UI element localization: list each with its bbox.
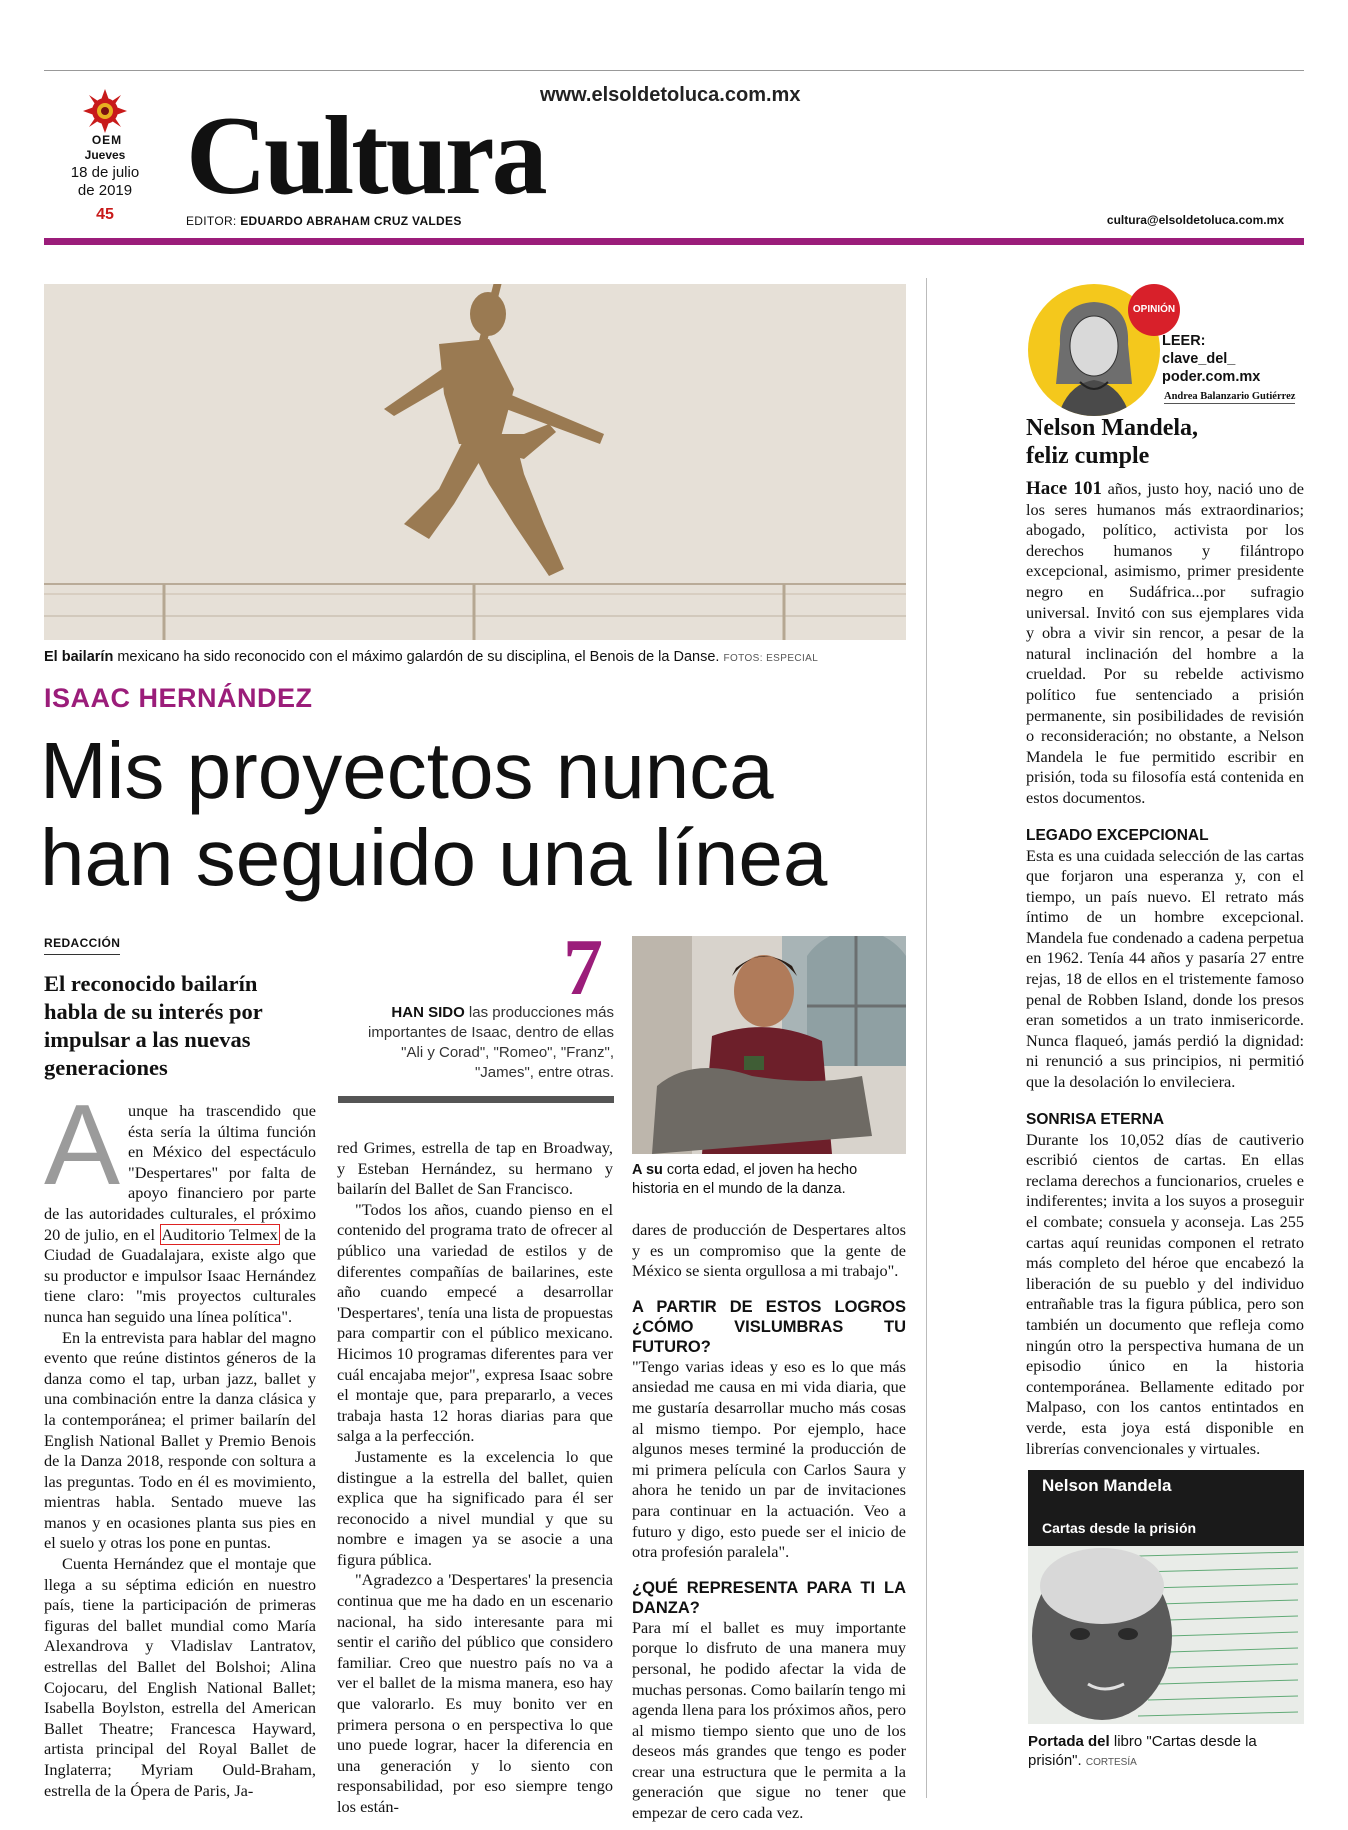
section-email[interactable]: cultura@elsoldetoluca.com.mx	[1106, 213, 1284, 227]
paragraph-1-text: unque ha trascendido que ésta sería la última función en México del espectáculo "Despertares" por falta de apoyo financiero por parte de las autoridades culturales, el próximo 20 de julio, en el	[44, 1101, 316, 1244]
column-divider	[926, 278, 927, 1798]
subheadline: El reconocido bailarín habla de su interés por impulsar a las nuevas generaciones	[44, 971, 263, 1080]
top-rule	[44, 70, 1304, 71]
book-subtitle: Cartas desde la prisión	[1042, 1520, 1197, 1536]
oem-logo-icon	[82, 88, 128, 134]
dancer-photo	[44, 284, 906, 640]
editor-prefix: EDITOR:	[186, 214, 237, 228]
section-title: Cultura	[186, 94, 545, 218]
question-1: A PARTIR DE ESTOS LOGROS ¿CÓMO VISLUMBRAS TU FUTURO?	[632, 1297, 906, 1356]
opinion-paragraph-2: Esta es una cuidada selección de las cartas que forjaron una esperanza y, con el tiempo, un país nuevo. El retrato más íntimo de un hombre excepcional. Mandela fue condenado a cadena perpetua en 1962. Tenía 44 años y pasaría 27 entre rejas, 18 de ellos en el tristemente famoso penal de Robben Island, donde los presos eran sometidos a un trato inmisericorde. Nunca flaqueó, jamás perdió la dignidad: ni renunció a sus principios, ni permitió que la desolación lo envileciera.	[1026, 845, 1304, 1092]
stat-body: las producciones más importantes de Isaac, dentro de ellas "Ali y Corad", "Romeo", "Franz", "James", entre otras.	[368, 1004, 614, 1081]
paragraph-3: Cuenta Hernández que el montaje que llega a su séptima edición en nuestro país, tiene la participación de primeras figuras del ballet mundial como María Alexandrova y Vladislav Lantratov, estrellas del Ballet del Bolshoi; Alina Cojocaru, del English National Ballet; Isabella Boylston, estrella del American Ballet Theatre; Francesca Hayward, artista principal del Royal Ballet de Inglaterra; Myriam Ould-Braham, estrella de la Ópera de Paris, Ja-	[44, 1554, 316, 1800]
stat-number: 7	[563, 924, 603, 1012]
article-col2	[337, 1138, 613, 1818]
book-title: Nelson Mandela	[1042, 1476, 1172, 1495]
logo-text: OEM	[91, 133, 123, 147]
article-col1	[44, 1082, 316, 1801]
date-line2: de 2019	[77, 182, 133, 199]
opinion-heading-2: LEGADO EXCEPCIONAL	[1026, 826, 1209, 844]
opinion-badge: OPINIÓN	[1128, 284, 1180, 336]
photo-credit: FOTOS: ESPECIAL	[723, 653, 819, 664]
paragraph-1-rest: de la Ciudad de Guadalajara, existe algo que su productor e impulsor Isaac Hernández tiene claro: "mis proyectos culturales nunca han seguido una línea política".	[44, 1224, 316, 1326]
opinion-heading-3: SONRISA ETERNA	[1026, 1110, 1165, 1128]
leer-line2[interactable]: clave_del_	[1162, 351, 1236, 367]
editor-line	[186, 214, 462, 228]
date-day: Jueves	[84, 148, 126, 162]
opinion-paragraph-1	[1026, 479, 1304, 809]
site-url[interactable]: www.elsoldetoluca.com.mx	[540, 84, 801, 106]
opinion-title	[1026, 414, 1198, 470]
question-2: ¿QUÉ REPRESENTA PARA TI LA DANZA?	[632, 1578, 906, 1617]
opinion-title-line2: feliz cumple	[1026, 443, 1150, 469]
mandela-portrait	[1028, 1546, 1304, 1724]
portrait-caption-text: corta edad, el joven ha hecho historia en el mundo de la danza.	[632, 1162, 858, 1197]
leer-line1: LEER:	[1162, 333, 1206, 349]
opinion-paragraph-1-text: años, justo hoy, nació uno de los seres humanos más extraordinarios; abogado, político, activista por los derechos humanos y filántropo excepcional, asimismo, primer presidente negro en Sudáfrica...por sufragio universal. Invitó con sus ejemplares vida y obra a vivir sin rencor, a pesar de la natural inclinación del hombre a la crueldad. Por su rebelde activismo político fue sentenciado a prisión permanente, sin posibilidades de revisión o reconsideración; no obstante, a Nelson Mandela le fue permitido escribir en prisión, toda su filosofía está contenida en estos documentos.	[1026, 479, 1304, 807]
article-kicker: ISAAC HERNÁNDEZ	[44, 683, 313, 713]
caption-text: mexicano ha sido reconocido con el máximo galardón de su disciplina, el Benois de la Danse.	[113, 649, 720, 665]
byline: REDACCIÓN	[44, 936, 120, 955]
article-col3	[632, 1220, 906, 1824]
stat-text	[352, 1003, 614, 1083]
stat-rule	[338, 1096, 614, 1103]
page-number: 45	[96, 206, 114, 223]
headline-line1: Mis proyectos nunca	[40, 726, 774, 815]
opinion-author: Andrea Balanzario Gutiérrez	[1164, 391, 1296, 402]
col2-paragraph-3: Justamente es la excelencia lo que distingue a la estrella del ballet, quien explica que ha significado para él ser reconocido a nivel mundial y que su nombre e imagen ya se asocie a una figura pública.	[337, 1446, 613, 1569]
col3-paragraph-3: Para mí el ballet es muy importante porque lo disfruto de una manera muy personal, he podido afectar la vida de muchas personas. Como bailarín tengo mi agenda llena para los próximos años, pero al mismo tiempo siento que uno de los deseos más grandes que tengo es poder crear una estructura que le permita a la generación que sigue no tener que empezar de cero cada vez.	[632, 1617, 907, 1823]
paragraph-1	[44, 1082, 316, 1328]
leer-label	[1162, 332, 1260, 386]
opinion-body	[1026, 479, 1304, 1459]
paragraph-2: En la entrevista para hablar del magno evento que reúne distintos géneros de la danza como el tap, urban jazz, ballet y una combinación entre la danza clásica y la contemporánea; el primer bailarín del English National Ballet y Premio Benois de la Danza 2018, responde con soltura a las preguntas. Todo en él es movimiento, mientras habla. Sentado mueve las manos y en ocasiones planta sus pies en el suelo y otras los pone en puntas.	[44, 1327, 316, 1553]
col2-paragraph-4: "Agradezco a 'Despertares' la presencia continua que me ha dado en un escenario nacional, ha sido interesante para mi sentir el cariño del público que considero familiar. Creo que nuestro país no va a ver el ballet de la misma manera, eso hay que valorarlo. Es muy bonito ver en primera persona o en perspectiva lo que uno puede lograr, hacer la diferencia en una generación y lo siento con responsabilidad, por eso siempre tengo los están-	[337, 1570, 613, 1816]
book-caption-text: libro "Cartas desde la prisión".	[1028, 1733, 1257, 1769]
portrait-caption	[632, 1161, 906, 1199]
auditorio-link[interactable]: Auditorio Telmex	[161, 1224, 278, 1244]
portrait-photo	[632, 936, 906, 1154]
col3-paragraph-1: dares de producción de Despertares altos y es un compromiso que la gente de México se sienta orgullosa a mi trabajo".	[632, 1220, 906, 1281]
book-caption-bold: Portada del	[1028, 1733, 1110, 1750]
opinion-paragraph-3: Durante los 10,052 días de cautiverio escribió cientos de cartas. En ellas reclama derechos a funcionarios, crueles e indiferentes; invita a los suyos a proseguir el combate; consuela y aconseja. Las 255 cartas aquí reunidas componen el retrato más completo del héroe que encabezó la liberación de su pueblo y del individuo entrañable tras la figura pública, pero son también un documento que refleja como ningún otro la perspectiva humana de un episodio único en la historia contemporánea. Bellamente editado por Malpaso, con los cantos entintados en verde, esta joya está disponible en librerías convencionales y virtuales.	[1026, 1129, 1304, 1458]
col3-paragraph-2: "Tengo varias ideas y eso es lo que más ansiedad me causa en mi vida diaria, que me gustaría desarrollar mucho más cosas al mismo tiempo. Por ejemplo, hace algunos meses terminé la producción de mi primera película con Carlos Saura y ahora he tenido un par de invitaciones para continuar en la actuación. Veo a futuro y digo, esto puede ser el inicio de otra profesión paralela".	[632, 1356, 906, 1562]
book-credit: CORTESÍA	[1085, 1757, 1137, 1768]
date-line1: 18 de julio	[70, 164, 140, 181]
stat-bold: HAN SIDO	[391, 1004, 465, 1021]
col2-paragraph-1: red Grimes, estrella de tap en Broadway, y Esteban Hernández, su hermano y bailarín del Ballet de San Francisco.	[337, 1138, 613, 1199]
leer-line3[interactable]: poder.com.mx	[1162, 369, 1261, 385]
dropcap: A	[44, 1082, 121, 1209]
photo-caption	[44, 648, 944, 668]
book-cover	[1028, 1470, 1304, 1724]
section-rule	[44, 238, 1304, 245]
editor-name: EDUARDO ABRAHAM CRUZ VALDES	[240, 214, 462, 228]
book-caption	[1028, 1732, 1306, 1772]
caption-bold: El bailarín	[44, 649, 114, 665]
col2-paragraph-2: "Todos los años, cuando pienso en el contenido del programa trato de ofrecer al público una variedad de estilos y de diferentes compañías de bailarines, este año cuando empecé a desarrollar 'Despertares', tenía una lista de propuestas para compartir con el público mexicano. Hicimos 10 programas diferentes para ver cuál encajaba mejor", expresa Isaac sobre el montaje que, para prepararlo, a veces trabaja hasta 12 horas diarias para que salga a la perfección.	[337, 1199, 613, 1446]
opinion-lead: Hace 101	[1026, 478, 1102, 499]
opinion-title-line1: Nelson Mandela,	[1026, 415, 1199, 441]
headline-line2: han seguido una línea	[40, 813, 828, 902]
portrait-caption-bold: A su	[632, 1162, 663, 1178]
